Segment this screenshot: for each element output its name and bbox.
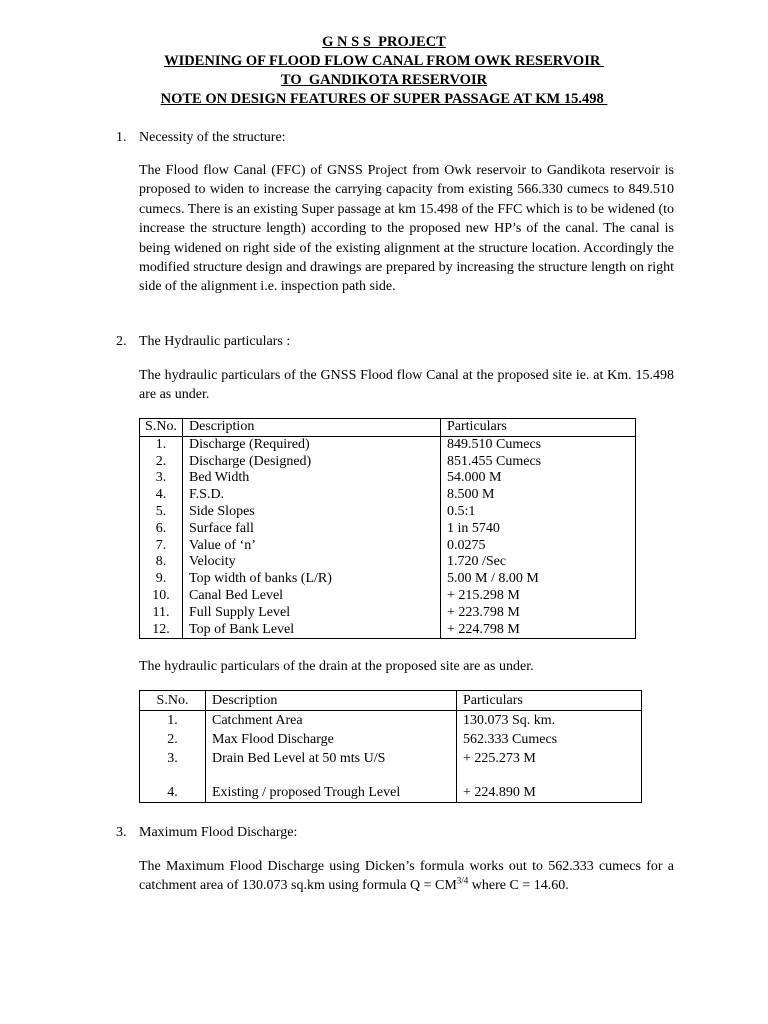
- cell-sno: 10.: [140, 588, 183, 605]
- cell-sno: 8.: [140, 554, 183, 571]
- cell-description: Top of Bank Level: [183, 622, 441, 639]
- section-heading-hydraulic: [116, 333, 290, 351]
- cell-description: Drain Bed Level at 50 mts U/S: [206, 749, 457, 768]
- header-description: Description: [183, 419, 441, 437]
- cell-particulars: + 225.273 M: [457, 749, 642, 768]
- paragraph-hydraulic-intro: The hydraulic particulars of the GNSS Flood flow Canal at the proposed site ie. at Km. 15.498 are as under.: [139, 368, 674, 403]
- flood-text-end: where C = 14.60.: [468, 878, 569, 893]
- cell-description: Bed Width: [183, 470, 441, 487]
- table-row: [140, 571, 636, 588]
- section-title: Necessity of the structure:: [139, 130, 286, 145]
- table-row: [140, 768, 642, 803]
- cell-description: Value of ‘n’: [183, 538, 441, 555]
- cell-sno: 7.: [140, 538, 183, 555]
- cell-description: F.S.D.: [183, 487, 441, 504]
- table-row: [140, 504, 636, 521]
- cell-particulars: 1 in 5740: [441, 521, 636, 538]
- cell-particulars: + 224.890 M: [457, 768, 642, 803]
- section-title: The Hydraulic particulars :: [139, 334, 291, 349]
- table-row: [140, 749, 642, 768]
- cell-description: Side Slopes: [183, 504, 441, 521]
- cell-particulars: + 215.298 M: [441, 588, 636, 605]
- cell-particulars: 1.720 /Sec: [441, 554, 636, 571]
- table-row: [140, 588, 636, 605]
- table-row: [140, 730, 642, 749]
- table-row: [140, 436, 636, 453]
- cell-sno: 3.: [140, 470, 183, 487]
- cell-sno: 5.: [140, 504, 183, 521]
- work-title-continued: TO GANDIKOTA RESERVOIR: [280, 72, 488, 88]
- table-row: [140, 554, 636, 571]
- cell-sno: 2.: [140, 730, 206, 749]
- cell-sno: 11.: [140, 605, 183, 622]
- document-heading: [0, 33, 768, 109]
- header-particulars: Particulars: [457, 691, 642, 711]
- header-description: Description: [206, 691, 457, 711]
- table-row: [140, 470, 636, 487]
- header-sno: S.No.: [140, 691, 206, 711]
- header-particulars: Particulars: [441, 419, 636, 437]
- table-row: [140, 711, 642, 731]
- cell-particulars: 8.500 M: [441, 487, 636, 504]
- paragraph-drain-intro: The hydraulic particulars of the drain at the proposed site are as under.: [139, 659, 534, 674]
- cell-description: Top width of banks (L/R): [183, 571, 441, 588]
- cell-description: Velocity: [183, 554, 441, 571]
- note-title: NOTE ON DESIGN FEATURES OF SUPER PASSAGE AT KM 15.498: [160, 91, 608, 107]
- section-heading-necessity: [116, 129, 286, 147]
- cell-particulars: 130.073 Sq. km.: [457, 711, 642, 731]
- cell-particulars: + 224.798 M: [441, 622, 636, 639]
- cell-particulars: 0.0275: [441, 538, 636, 555]
- flood-text: The Maximum Flood Discharge using Dicken’s formula works out to 562.333 cumecs for a catchment area of 130.073 sq.km using formula Q = CM: [139, 859, 674, 893]
- cell-sno: 12.: [140, 622, 183, 639]
- header-sno: S.No.: [140, 419, 183, 437]
- section-number: 2.: [116, 334, 127, 349]
- cell-particulars: 851.455 Cumecs: [441, 454, 636, 471]
- table-header-row: [140, 691, 642, 711]
- cell-description: Canal Bed Level: [183, 588, 441, 605]
- cell-sno: 2.: [140, 454, 183, 471]
- cell-particulars: 54.000 M: [441, 470, 636, 487]
- section-title: Maximum Flood Discharge:: [139, 825, 298, 840]
- cell-description: Discharge (Required): [183, 436, 441, 453]
- cell-particulars: 849.510 Cumecs: [441, 436, 636, 453]
- cell-description: Max Flood Discharge: [206, 730, 457, 749]
- cell-particulars: + 223.798 M: [441, 605, 636, 622]
- table-row: [140, 521, 636, 538]
- cell-description: Existing / proposed Trough Level: [206, 768, 457, 803]
- cell-description: Full Supply Level: [183, 605, 441, 622]
- cell-sno: 4.: [140, 768, 206, 803]
- paragraph-flood-discharge: [139, 857, 674, 895]
- section-heading-flood: [116, 824, 297, 842]
- cell-description: Catchment Area: [206, 711, 457, 731]
- cell-particulars: 5.00 M / 8.00 M: [441, 571, 636, 588]
- project-title: G N S S PROJECT: [322, 34, 446, 50]
- cell-sno: 1.: [140, 711, 206, 731]
- work-title: WIDENING OF FLOOD FLOW CANAL FROM OWK RESERVOIR: [164, 53, 604, 69]
- section-number: 3.: [116, 825, 127, 840]
- paragraph-necessity: The Flood flow Canal (FFC) of GNSS Project from Owk reservoir to Gandikota reservoir is proposed to widen to increase the carrying capacity from existing 566.330 cumecs to 849.510 cumecs. There is an existing Super passage at km 15.498 of the FFC which is to be widened (to increase the structure length) according to the proposed new HP’s of the canal. The canal is being widened on right side of the existing alignment at the structure location. Accordingly the modified structure design and drawings are prepared by increasing the structure length on right side of the alignment i.e. inspection path side.: [139, 163, 674, 295]
- drain-particulars-table: [139, 690, 642, 803]
- cell-description: Discharge (Designed): [183, 454, 441, 471]
- cell-sno: 9.: [140, 571, 183, 588]
- cell-description: Surface fall: [183, 521, 441, 538]
- section-number: 1.: [116, 130, 127, 145]
- exponent: 3/4: [456, 875, 469, 886]
- table-row: [140, 454, 636, 471]
- canal-particulars-table: [139, 418, 636, 639]
- table-row: [140, 538, 636, 555]
- table-header-row: [140, 419, 636, 437]
- cell-sno: 4.: [140, 487, 183, 504]
- cell-particulars: 562.333 Cumecs: [457, 730, 642, 749]
- table-row: [140, 605, 636, 622]
- cell-sno: 6.: [140, 521, 183, 538]
- table-row: [140, 622, 636, 639]
- cell-sno: 1.: [140, 436, 183, 453]
- cell-sno: 3.: [140, 749, 206, 768]
- cell-particulars: 0.5:1: [441, 504, 636, 521]
- table-row: [140, 487, 636, 504]
